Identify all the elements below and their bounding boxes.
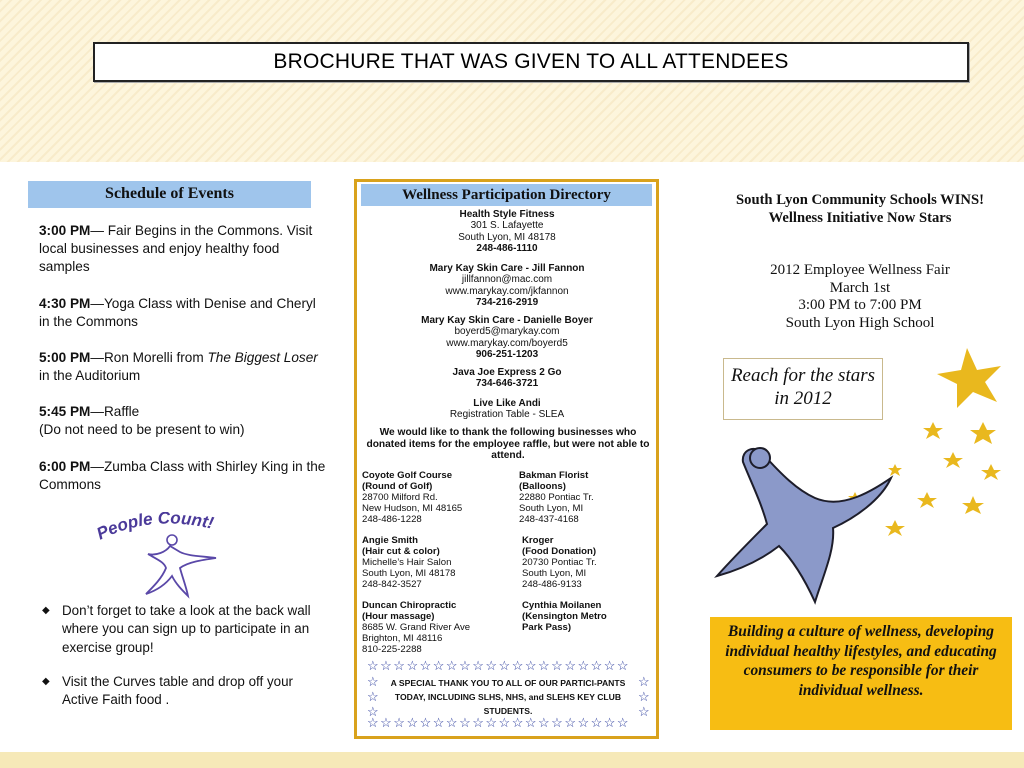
fair-line: South Lyon High School [785,314,935,331]
donor-name: Kroger [522,535,554,546]
people-count-text: People Count! [93,512,216,544]
event-time: 3:00 PM [39,223,91,238]
person-head-icon [167,535,177,545]
business-phone: 248-486-1110 [476,243,538,255]
event-3 [39,349,329,385]
schedule-header: Schedule of Events [28,181,311,208]
business-entry [362,209,652,255]
small-star-icon [917,492,937,508]
donor-name: Coyote Golf Course [362,470,453,481]
business-phone: 734-646-3721 [475,378,539,390]
small-star-icon [962,496,984,514]
donor-line: 248-486-1228 [362,514,422,525]
event-time: 4:30 PM [39,296,91,311]
donor-line: 248-842-3527 [362,579,422,590]
donor-name: Duncan Chiropractic [362,600,457,611]
reminder-item [40,673,330,710]
donor-line: South Lyon, MI [519,503,584,514]
event-text: —Yoga Class with Denise and Cheryl in the Commons [39,296,316,329]
star-border-icon: ☆ [638,704,650,719]
people-count-logo [92,512,252,602]
event-1 [39,222,329,276]
business-name: Mary Kay Skin Care - Danielle Boyer [421,315,593,326]
directory-header: Wellness Participation Directory [361,184,652,206]
reminder-text: Visit the Curves table and drop off your Active Faith food . [62,673,294,708]
big-star-icon [937,348,1001,408]
small-star-icon [970,422,996,444]
donor-entry [362,600,512,655]
reach-stars-callout: Reach for the stars in 2012 [723,358,883,420]
business-entry [362,398,652,421]
event-text-after: in the Auditorium [39,368,141,383]
business-line: Registration Table - SLEA [449,409,565,421]
diamond-bullet-icon: ◆ [42,605,50,616]
event-time: 6:00 PM [39,459,91,474]
donor-line: 810-225-2288 [362,644,422,655]
reminder-text: Don’t forget to take a look at the back wall where you can sign up to participate in an exercise group! [62,603,311,655]
fair-line: March 1st [829,279,891,296]
donor-detail: (Balloons) [519,481,566,492]
donor-entry [362,535,512,590]
donor-entry [522,535,672,590]
donor-detail: (Hair cut & color) [362,546,440,557]
event-4 [39,403,329,439]
business-line: South Lyon, MI 48178 [458,231,556,243]
event-time: 5:45 PM [39,404,91,419]
business-name: Java Joe Express 2 Go [452,367,562,378]
event-5 [39,458,329,494]
figure-head-icon [750,448,770,468]
event-text: —Zumba Class with Shirley King in the Commons [39,459,326,492]
fair-line: 2012 Employee Wellness Fair [770,262,950,278]
donor-line: 248-437-4168 [519,514,579,525]
wins-heading: South Lyon Community Schools WINS! Wellness Initiative Now Stars [736,192,984,226]
donor-line: 22880 Pontiac Tr. [519,492,594,503]
donor-line: 20730 Pontiac Tr. [522,557,597,568]
event-note: (Do not need to be present to win) [39,422,245,437]
donor-name: Angie Smith [362,535,418,546]
slide-title: BROCHURE THAT WAS GIVEN TO ALL ATTENDEES [93,42,969,82]
business-line: jillfannon@mac.com [461,274,553,286]
donor-line: 248-486-9133 [522,579,582,590]
business-name: Live Like Andi [473,398,541,409]
fair-details [710,262,1010,332]
small-star-icon [888,464,902,476]
small-star-icon [885,520,905,536]
event-2 [39,295,329,331]
star-border-icon: ☆ [367,674,379,689]
special-thanks: A SPECIAL THANK YOU TO ALL OF OUR PARTICI-PANTS TODAY, INCLUDING SLHS, NHS, and SLEHS KEY CLUB STUDENTS. [390,678,626,716]
business-entry [362,263,652,309]
small-star-icon [943,452,963,468]
business-line: www.marykay.com/jkfannon [445,285,569,297]
star-border-top-icon: ☆☆☆☆☆☆☆☆☆☆☆☆☆☆☆☆☆☆☆☆ [367,659,631,672]
star-border-bottom-icon: ☆☆☆☆☆☆☆☆☆☆☆☆☆☆☆☆☆☆☆☆ [367,716,631,729]
business-entry [362,315,652,361]
small-star-icon [923,422,943,439]
donor-entry [519,470,669,525]
donor-line: 8685 W. Grand River Ave [362,622,471,633]
business-line: boyerd5@marykay.com [454,326,560,338]
reaching-figure-icon [717,449,891,602]
donor-line: New Hudson, MI 48165 [362,503,463,514]
business-line: 301 S. Lafayette [470,220,544,232]
donor-line: Brighton, MI 48116 [362,633,443,644]
donor-detail: (Hour massage) [362,611,435,622]
donor-name: Cynthia Moilanen [522,600,602,611]
event-text: —Raffle [90,404,140,419]
donor-line: Michelle’s Hair Salon [362,557,452,568]
donor-entry [522,600,672,633]
reminder-list [40,602,330,725]
donor-entry [362,470,512,525]
business-entry [362,367,652,390]
star-border-icon: ☆ [638,689,650,704]
event-text: —Ron Morelli from [90,350,208,365]
donor-detail: (Food Donation) [522,546,597,557]
donor-name: Bakman Florist [519,470,589,481]
business-name: Mary Kay Skin Care - Jill Fannon [429,263,585,274]
star-border-icon: ☆ [638,674,650,689]
star-border-icon: ☆ [367,704,379,719]
business-name: Health Style Fitness [459,209,555,220]
donor-detail: (Kensington Metro [522,611,607,622]
small-star-icon [981,464,1001,480]
star-border-icon: ☆ [367,689,379,704]
thank-you-note: We would like to thank the following businesses who donated items for the employee raffle, but were not able to attend. [366,427,650,462]
donor-line: 28700 Milford Rd. [362,492,438,503]
donor-detail: (Round of Golf) [362,481,433,492]
event-time: 5:00 PM [39,350,91,365]
culture-statement: Building a culture of wellness, developing individual healthy lifestyles, and educating consumers to be responsible for their individual wellness. [710,617,1012,730]
person-figure-icon [146,546,216,596]
diamond-bullet-icon: ◆ [42,675,50,687]
business-phone: 906-251-1203 [475,349,539,361]
fair-line: 3:00 PM to 7:00 PM [798,297,922,313]
business-line: www.marykay.com/boyerd5 [446,337,568,349]
bottom-strip [0,752,1024,768]
donor-line: Park Pass) [522,622,572,633]
donor-line: South Lyon, MI 48178 [362,568,456,579]
reminder-item [40,602,330,657]
event-show-title: The Biggest Loser [207,350,318,365]
svg-text:People Count! [94,512,216,544]
business-phone: 734-216-2919 [475,297,539,309]
donor-line: South Lyon, MI [522,568,587,579]
event-text: — Fair Begins in the Commons. Visit local businesses and enjoy healthy food samples [39,223,313,274]
